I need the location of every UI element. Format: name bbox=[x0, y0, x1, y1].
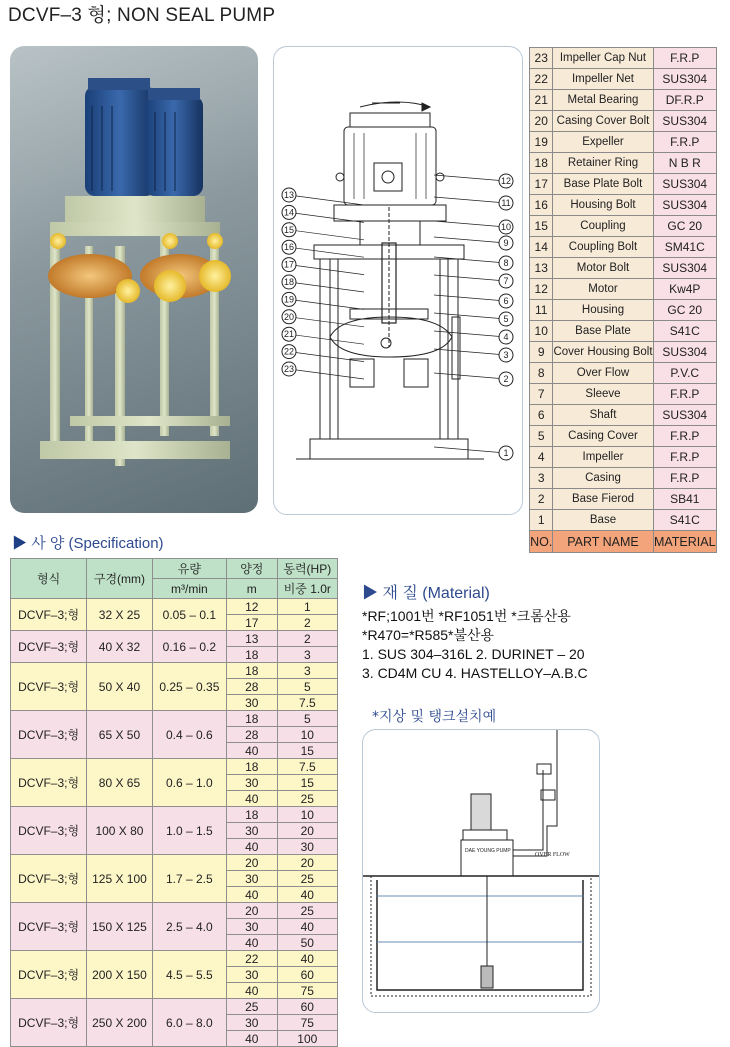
part-name: Cover Housing Bolt bbox=[553, 342, 653, 363]
callout-right: 5 bbox=[503, 314, 509, 324]
part-material: P.V.C bbox=[653, 363, 716, 384]
part-material: SUS304 bbox=[653, 195, 716, 216]
parts-row bbox=[530, 468, 717, 489]
header-power: 동력(HP) bbox=[277, 559, 337, 579]
callout-left: 23 bbox=[283, 364, 295, 374]
part-material: SUS304 bbox=[653, 405, 716, 426]
part-material: SM41C bbox=[653, 237, 716, 258]
spec-row bbox=[11, 999, 338, 1015]
part-name: Metal Bearing bbox=[553, 90, 653, 111]
material-heading bbox=[362, 580, 490, 603]
part-no: 11 bbox=[530, 300, 553, 321]
spec-bore: 40 X 32 bbox=[87, 631, 152, 663]
spec-table bbox=[10, 558, 338, 1047]
part-no: 9 bbox=[530, 342, 553, 363]
part-name: Casing bbox=[553, 468, 653, 489]
spec-power: 2 bbox=[277, 615, 337, 631]
part-no: 1 bbox=[530, 510, 553, 531]
spec-flow: 2.5 – 4.0 bbox=[152, 903, 226, 951]
callout-left: 22 bbox=[283, 346, 295, 357]
parts-row bbox=[530, 216, 717, 237]
callout-right: 4 bbox=[503, 332, 509, 342]
part-material: F.R.P bbox=[653, 48, 716, 69]
spec-flow: 1.7 – 2.5 bbox=[152, 855, 226, 903]
part-material: GC 20 bbox=[653, 300, 716, 321]
spec-power: 100 bbox=[277, 1031, 337, 1047]
part-name: Housing Bolt bbox=[553, 195, 653, 216]
spec-flow: 0.25 – 0.35 bbox=[152, 663, 226, 711]
spec-power: 3 bbox=[277, 663, 337, 679]
callout-right: 7 bbox=[503, 276, 509, 286]
parts-row bbox=[530, 258, 717, 279]
spec-head: 13 bbox=[226, 631, 277, 647]
callout-left: 21 bbox=[283, 329, 295, 340]
callout-left: 19 bbox=[283, 294, 295, 305]
part-no: 6 bbox=[530, 405, 553, 426]
parts-row bbox=[530, 195, 717, 216]
part-no: 10 bbox=[530, 321, 553, 342]
pump-photo bbox=[10, 46, 258, 513]
part-no: 18 bbox=[530, 153, 553, 174]
part-material: F.R.P bbox=[653, 447, 716, 468]
callout-right: 6 bbox=[503, 296, 509, 306]
parts-row bbox=[530, 153, 717, 174]
parts-row bbox=[530, 174, 717, 195]
spec-head: 17 bbox=[226, 615, 277, 631]
spec-row bbox=[11, 951, 338, 967]
parts-row bbox=[530, 279, 717, 300]
part-material: F.R.P bbox=[653, 426, 716, 447]
part-name: Motor Bolt bbox=[553, 258, 653, 279]
spec-head: 30 bbox=[226, 1015, 277, 1031]
header-power-unit: 비중 1.0r bbox=[277, 579, 337, 599]
triangle-icon: ▶ bbox=[362, 585, 379, 602]
spec-head: 40 bbox=[226, 791, 277, 807]
spec-head: 25 bbox=[226, 999, 277, 1015]
spec-flow: 0.4 – 0.6 bbox=[152, 711, 226, 759]
spec-row bbox=[11, 759, 338, 775]
spec-head: 30 bbox=[226, 823, 277, 839]
sectional-drawing bbox=[273, 46, 523, 515]
part-no: 16 bbox=[530, 195, 553, 216]
part-no: 15 bbox=[530, 216, 553, 237]
part-name: Shaft bbox=[553, 405, 653, 426]
part-no: 23 bbox=[530, 48, 553, 69]
parts-row bbox=[530, 384, 717, 405]
spec-bore: 250 X 200 bbox=[87, 999, 152, 1047]
material-line: *R470=*R585*불산용 bbox=[362, 627, 495, 643]
spec-row bbox=[11, 903, 338, 919]
spec-head: 30 bbox=[226, 695, 277, 711]
spec-head: 40 bbox=[226, 839, 277, 855]
callout-right: 2 bbox=[503, 374, 509, 384]
spec-power: 75 bbox=[277, 1015, 337, 1031]
part-material: GC 20 bbox=[653, 216, 716, 237]
spec-power: 1 bbox=[277, 599, 337, 615]
parts-row bbox=[530, 342, 717, 363]
spec-flow: 0.6 – 1.0 bbox=[152, 759, 226, 807]
spec-flow: 6.0 – 8.0 bbox=[152, 999, 226, 1047]
part-name: Base bbox=[553, 510, 653, 531]
spec-row bbox=[11, 711, 338, 727]
spec-power: 15 bbox=[277, 775, 337, 791]
header-bore: 구경(mm) bbox=[87, 559, 152, 599]
spec-model: DCVF–3;형 bbox=[11, 663, 87, 711]
part-name: Expeller bbox=[553, 132, 653, 153]
spec-power: 7.5 bbox=[277, 695, 337, 711]
parts-row bbox=[530, 132, 717, 153]
spec-bore: 150 X 125 bbox=[87, 903, 152, 951]
spec-model: DCVF–3;형 bbox=[11, 631, 87, 663]
spec-heading bbox=[12, 532, 164, 553]
part-no: 19 bbox=[530, 132, 553, 153]
part-material: S41C bbox=[653, 321, 716, 342]
spec-row bbox=[11, 807, 338, 823]
part-material: SUS304 bbox=[653, 69, 716, 90]
spec-bore: 50 X 40 bbox=[87, 663, 152, 711]
callout-right: 12 bbox=[500, 176, 512, 186]
spec-power: 5 bbox=[277, 711, 337, 727]
spec-power: 75 bbox=[277, 983, 337, 999]
part-name: Retainer Ring bbox=[553, 153, 653, 174]
header-head-unit: m bbox=[226, 579, 277, 599]
spec-head: 22 bbox=[226, 951, 277, 967]
parts-row bbox=[530, 48, 717, 69]
parts-row bbox=[530, 237, 717, 258]
part-material: S41C bbox=[653, 510, 716, 531]
pump-label: DAE YOUNG PUMP bbox=[465, 848, 511, 854]
callout-right: 3 bbox=[503, 350, 509, 360]
part-material: DF.R.P bbox=[653, 90, 716, 111]
spec-head: 30 bbox=[226, 775, 277, 791]
spec-bore: 32 X 25 bbox=[87, 599, 152, 631]
callout-left: 15 bbox=[283, 224, 295, 235]
parts-row bbox=[530, 489, 717, 510]
header-model: 형식 bbox=[11, 559, 87, 599]
spec-head: 30 bbox=[226, 919, 277, 935]
install-heading: *지상 및 탱크설치예 bbox=[372, 709, 497, 725]
part-no: 21 bbox=[530, 90, 553, 111]
parts-row bbox=[530, 90, 717, 111]
callout-right: 8 bbox=[503, 258, 509, 268]
part-material: SUS304 bbox=[653, 174, 716, 195]
part-name: Motor bbox=[553, 279, 653, 300]
spec-power: 2 bbox=[277, 631, 337, 647]
overflow-label: OVER FLOW bbox=[535, 852, 570, 858]
spec-power: 50 bbox=[277, 935, 337, 951]
spec-power: 40 bbox=[277, 951, 337, 967]
spec-head: 18 bbox=[226, 807, 277, 823]
part-no: 5 bbox=[530, 426, 553, 447]
spec-head: 40 bbox=[226, 935, 277, 951]
spec-flow: 0.05 – 0.1 bbox=[152, 599, 226, 631]
header-no: NO. bbox=[530, 531, 553, 553]
part-no: 13 bbox=[530, 258, 553, 279]
part-material: SB41 bbox=[653, 489, 716, 510]
spec-power: 20 bbox=[277, 823, 337, 839]
spec-head: 30 bbox=[226, 871, 277, 887]
material-heading-text: 재 질 (Material) bbox=[382, 585, 490, 602]
part-name: Over Flow bbox=[553, 363, 653, 384]
spec-row bbox=[11, 599, 338, 615]
spec-power: 25 bbox=[277, 903, 337, 919]
spec-head: 40 bbox=[226, 1031, 277, 1047]
callout-right: 1 bbox=[503, 448, 509, 458]
spec-bore: 80 X 65 bbox=[87, 759, 152, 807]
parts-row bbox=[530, 69, 717, 90]
part-name: Housing bbox=[553, 300, 653, 321]
callout-left: 17 bbox=[283, 259, 295, 270]
spec-power: 40 bbox=[277, 887, 337, 903]
callout-right: 11 bbox=[501, 198, 511, 208]
spec-head: 20 bbox=[226, 855, 277, 871]
part-no: 22 bbox=[530, 69, 553, 90]
spec-bore: 65 X 50 bbox=[87, 711, 152, 759]
callout-left: 18 bbox=[283, 277, 295, 287]
spec-model: DCVF–3;형 bbox=[11, 599, 87, 631]
spec-power: 3 bbox=[277, 647, 337, 663]
spec-head: 18 bbox=[226, 663, 277, 679]
part-material: F.R.P bbox=[653, 132, 716, 153]
part-name: Impeller Net bbox=[553, 69, 653, 90]
part-no: 20 bbox=[530, 111, 553, 132]
part-name: Casing Cover bbox=[553, 426, 653, 447]
spec-head: 18 bbox=[226, 759, 277, 775]
parts-row bbox=[530, 321, 717, 342]
spec-model: DCVF–3;형 bbox=[11, 999, 87, 1047]
spec-model: DCVF–3;형 bbox=[11, 759, 87, 807]
part-name: Base Fierod bbox=[553, 489, 653, 510]
spec-heading-text: 사 양 (Specification) bbox=[31, 535, 164, 552]
header-head: 양정 bbox=[226, 559, 277, 579]
spec-model: DCVF–3;형 bbox=[11, 855, 87, 903]
spec-head: 12 bbox=[226, 599, 277, 615]
part-name: Impeller Cap Nut bbox=[553, 48, 653, 69]
spec-model: DCVF–3;형 bbox=[11, 903, 87, 951]
part-name: Coupling Bolt bbox=[553, 237, 653, 258]
parts-table bbox=[529, 47, 717, 553]
spec-power: 15 bbox=[277, 743, 337, 759]
callout-left: 14 bbox=[283, 207, 295, 218]
callout-left: 16 bbox=[283, 242, 295, 253]
part-name: Casing Cover Bolt bbox=[553, 111, 653, 132]
header-material: MATERIAL bbox=[653, 531, 716, 553]
page-title: DCVF–3 형; NON SEAL PUMP bbox=[8, 5, 276, 26]
spec-head: 20 bbox=[226, 903, 277, 919]
material-line: 1. SUS 304–316L 2. DURINET – 20 bbox=[362, 646, 585, 662]
spec-power: 40 bbox=[277, 919, 337, 935]
spec-bore: 125 X 100 bbox=[87, 855, 152, 903]
callout-left: 20 bbox=[283, 311, 295, 322]
callout-left: 13 bbox=[283, 190, 295, 200]
spec-power: 20 bbox=[277, 855, 337, 871]
part-no: 3 bbox=[530, 468, 553, 489]
parts-row bbox=[530, 510, 717, 531]
parts-header-row bbox=[530, 531, 717, 553]
spec-power: 60 bbox=[277, 967, 337, 983]
parts-row bbox=[530, 363, 717, 384]
parts-row bbox=[530, 447, 717, 468]
spec-flow: 0.16 – 0.2 bbox=[152, 631, 226, 663]
spec-model: DCVF–3;형 bbox=[11, 711, 87, 759]
spec-power: 25 bbox=[277, 871, 337, 887]
material-line: *RF;1001번 *RF1051번 *크롬산용 bbox=[362, 608, 571, 624]
parts-row bbox=[530, 405, 717, 426]
spec-head: 18 bbox=[226, 711, 277, 727]
installation-diagram bbox=[362, 729, 600, 1013]
spec-model: DCVF–3;형 bbox=[11, 807, 87, 855]
part-name: Impeller bbox=[553, 447, 653, 468]
spec-head: 40 bbox=[226, 743, 277, 759]
part-material: F.R.P bbox=[653, 468, 716, 489]
spec-bore: 100 X 80 bbox=[87, 807, 152, 855]
spec-head: 30 bbox=[226, 967, 277, 983]
header-part-name: PART NAME bbox=[553, 531, 653, 553]
spec-power: 5 bbox=[277, 679, 337, 695]
spec-power: 25 bbox=[277, 791, 337, 807]
part-no: 4 bbox=[530, 447, 553, 468]
triangle-icon: ▶ bbox=[12, 535, 28, 552]
part-no: 14 bbox=[530, 237, 553, 258]
spec-power: 30 bbox=[277, 839, 337, 855]
spec-flow: 4.5 – 5.5 bbox=[152, 951, 226, 999]
spec-model: DCVF–3;형 bbox=[11, 951, 87, 999]
spec-power: 10 bbox=[277, 727, 337, 743]
callout-right: 9 bbox=[503, 238, 509, 248]
part-no: 2 bbox=[530, 489, 553, 510]
spec-bore: 200 X 150 bbox=[87, 951, 152, 999]
callout-right: 10 bbox=[500, 222, 512, 232]
part-name: Sleeve bbox=[553, 384, 653, 405]
header-flow-unit: m³/min bbox=[152, 579, 226, 599]
part-material: F.R.P bbox=[653, 384, 716, 405]
spec-power: 10 bbox=[277, 807, 337, 823]
spec-head: 28 bbox=[226, 679, 277, 695]
spec-power: 60 bbox=[277, 999, 337, 1015]
part-no: 12 bbox=[530, 279, 553, 300]
spec-head: 28 bbox=[226, 727, 277, 743]
part-material: Kw4P bbox=[653, 279, 716, 300]
part-material: SUS304 bbox=[653, 342, 716, 363]
part-name: Base Plate bbox=[553, 321, 653, 342]
spec-row bbox=[11, 855, 338, 871]
part-name: Coupling bbox=[553, 216, 653, 237]
material-line: 3. CD4M CU 4. HASTELLOY–A.B.C bbox=[362, 665, 588, 681]
parts-row bbox=[530, 111, 717, 132]
part-no: 7 bbox=[530, 384, 553, 405]
spec-row bbox=[11, 663, 338, 679]
parts-row bbox=[530, 426, 717, 447]
header-flow: 유량 bbox=[152, 559, 226, 579]
part-material: SUS304 bbox=[653, 258, 716, 279]
part-name: Base Plate Bolt bbox=[553, 174, 653, 195]
part-material: SUS304 bbox=[653, 111, 716, 132]
spec-head: 40 bbox=[226, 887, 277, 903]
part-no: 8 bbox=[530, 363, 553, 384]
spec-flow: 1.0 – 1.5 bbox=[152, 807, 226, 855]
part-material: N B R bbox=[653, 153, 716, 174]
part-no: 17 bbox=[530, 174, 553, 195]
spec-row bbox=[11, 631, 338, 647]
spec-head: 40 bbox=[226, 983, 277, 999]
spec-head: 18 bbox=[226, 647, 277, 663]
material-list bbox=[362, 607, 588, 683]
spec-power: 7.5 bbox=[277, 759, 337, 775]
parts-row bbox=[530, 300, 717, 321]
